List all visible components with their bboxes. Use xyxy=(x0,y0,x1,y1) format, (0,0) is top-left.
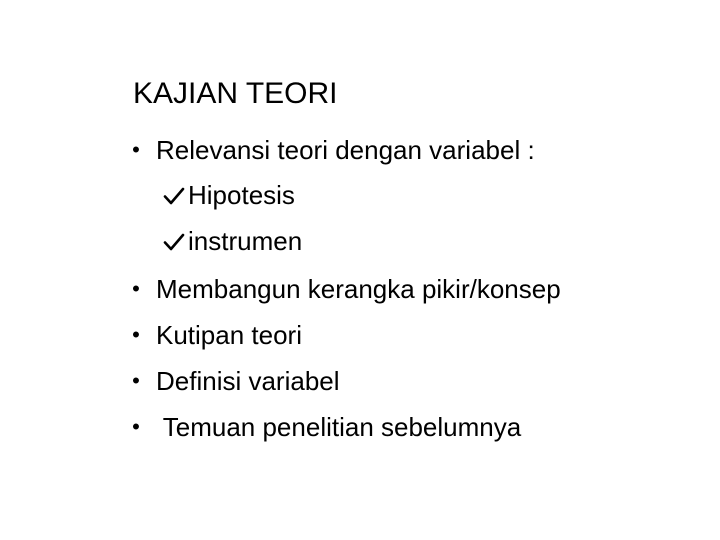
bullet-icon: • xyxy=(132,137,140,162)
bullet-icon: • xyxy=(132,322,140,347)
checkmark-icon xyxy=(163,224,185,258)
bullet-icon: • xyxy=(132,276,140,301)
list-item-temuan: Temuan penelitian sebelumnya xyxy=(156,412,522,442)
bullet-icon: • xyxy=(132,414,140,439)
bullet-icon: • xyxy=(132,368,140,393)
sub-item-instrumen: instrumen xyxy=(188,226,303,256)
list-item-definisi: Definisi variabel xyxy=(156,366,340,396)
checkmark-icon xyxy=(163,178,185,212)
list-item-relevansi: Relevansi teori dengan variabel : xyxy=(156,135,535,165)
slide-title: KAJIAN TEORI xyxy=(133,77,338,110)
sub-item-hipotesis: Hipotesis xyxy=(188,180,295,210)
list-item-kutipan: Kutipan teori xyxy=(156,320,302,350)
list-item-membangun: Membangun kerangka pikir/konsep xyxy=(156,274,561,304)
